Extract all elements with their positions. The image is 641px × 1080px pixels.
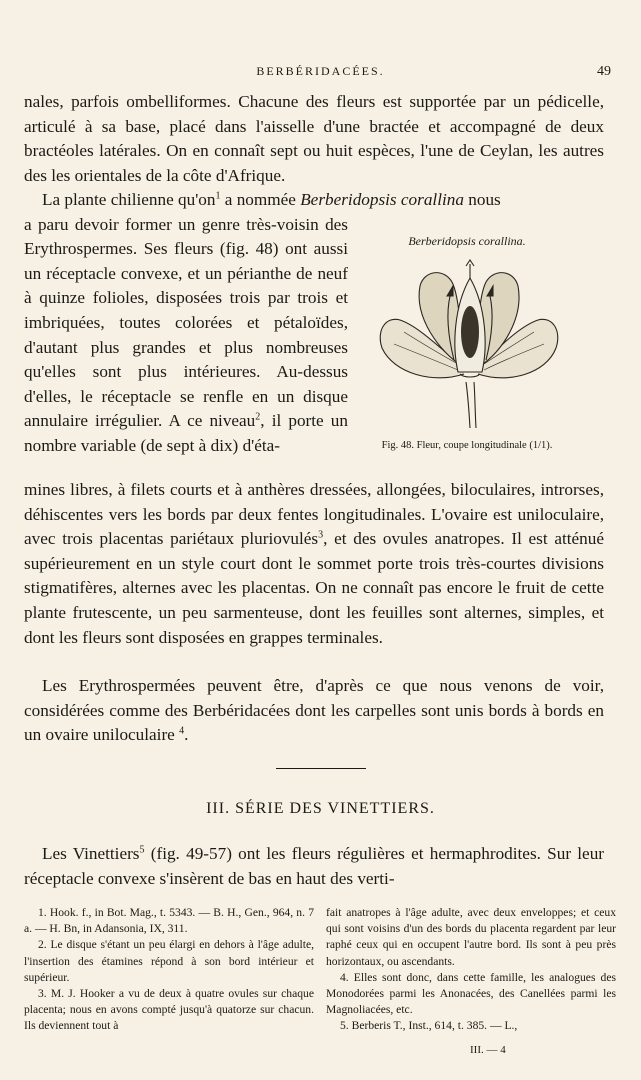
running-head bbox=[0, 64, 641, 82]
footnote-5: 5. Berberis T., Inst., 614, t. 385. — L., bbox=[340, 1019, 518, 1033]
figure-caption: Fig. 48. Fleur, coupe longitudinale (1/1). bbox=[381, 440, 553, 451]
page-number: 49 bbox=[597, 64, 611, 79]
footnotes-left-column bbox=[24, 905, 314, 1035]
paragraph-2-intro: La plante chilienne $qu'on^1$ a nommée Berberidopsis corallina nous bbox=[42, 190, 501, 209]
section-divider bbox=[276, 768, 366, 769]
footnote-ref-4[interactable]: 4 bbox=[179, 725, 185, 737]
flower-section-illustration bbox=[374, 256, 564, 434]
paragraph-2-continued: mines libres, à filets courts et à anthères dressées, allongées, biloculaires, introrses, déhiscentes vers les bords par deux fentes longitudinales. L'ovaire est uniloculaire, avec trois placentas pariétaux pluriovulés$^3$, et des ovules anatropes. Il est atténué supérieurement en un style court dont le sommet porte trois très-courtes divisions stigmatifères, alternes avec les placentas. On ne connaît pas encore le fruit de cette plante frutescente, un peu sarmenteuse, dont les feuilles sont alternes, simples, et dont les fleurs sont disposées en grappes terminales. bbox=[24, 480, 604, 647]
paragraph-3: Les Erythrospermées peuvent être, d'après ce que nous venons de voir, considérées comme des Berbéridacées dont les carpelles sont unis bords à bords en un ovaire uniloculaire $^4$. bbox=[24, 676, 604, 745]
footnote-ref-1[interactable]: 1 bbox=[215, 190, 221, 202]
footnote-1: 1. Hook. f., in Bot. Mag., t. 5343. — B. H., Gen., 964, n. 7 a. — H. Bn, in Adansonia, IX, 311. bbox=[24, 906, 314, 936]
footnote-3-continued: fait anatropes à l'âge adulte, avec deux enveloppes; et ceux qui sont voisins d'un des bords du placenta regardent par leur raphé ceux qui en occupent l'autre bord. Ils sont à peu près horizontaux, ou ascendants. bbox=[326, 906, 616, 968]
footnote-ref-3[interactable]: 3 bbox=[318, 529, 324, 541]
paragraph-1: nales, parfois ombelliformes. Chacune des fleurs est supportée par un pédicelle, articulé à sa base, placé dans l'aisselle d'une bractée et accompagné de deux bractéoles latérales. On en connaît sept ou huit espèces, l'une de Ceylan, les autres des les orientales de la côte d'Afrique. bbox=[24, 92, 604, 185]
footnote-4: 4. Elles sont donc, dans cette famille, les analogues des Monodorées parmi les Anonacées, des Canellées parmi les Magnoliacées, etc. bbox=[326, 970, 616, 1017]
signature-mark: III. — 4 bbox=[470, 1044, 506, 1056]
running-title: BERBÉRIDACÉES. bbox=[256, 64, 385, 78]
section-heading: III. SÉRIE DES VINETTIERS. bbox=[206, 800, 435, 817]
footnote-ref-5[interactable]: 5 bbox=[139, 844, 145, 856]
footnote-ref-2[interactable]: 2 bbox=[255, 411, 261, 423]
figure-48 bbox=[352, 234, 582, 460]
paragraph-4: Les Vinettiers$^5$ (fig. 49-57) ont les fleurs régulières et hermaphrodites. Sur leur réceptacle convexe s'insèrent de bas en haut des verti- bbox=[24, 844, 605, 888]
footnote-3: 3. M. J. Hooker a vu de deux à quatre ovules sur chaque placenta; nous en avons compté jusqu'à quatorze sur chacun. Ils deviennent tout à bbox=[24, 987, 314, 1033]
paragraph-2-column: a paru devoir former un genre très-voisin des Erythrospermes. Ses fleurs (fig. 48) ont aussi un réceptacle convexe, et un périanthe de neuf à quinze folioles, disposées trois par trois et imbriquées, toutes colorées et pétaloïdes, d'autant plus grandes et plus nombreuses qu'elles sont plus intérieures. Au-dessus d'elles, le réceptacle se renfle en un disque annulaire irrégulier. A ce niveau$^2$, il porte un nombre variable (de sept à dix) d'éta- bbox=[24, 214, 348, 455]
footnotes-right-column bbox=[326, 905, 616, 1035]
figure-title: Berberidopsis corallina. bbox=[408, 234, 526, 248]
footnote-2: 2. Le disque s'étant un peu élargi en dehors à l'âge adulte, l'insertion des étamines répond à son bord intérieur et supérieur. bbox=[24, 938, 314, 984]
species-name: Berberidopsis corallina bbox=[300, 190, 464, 209]
